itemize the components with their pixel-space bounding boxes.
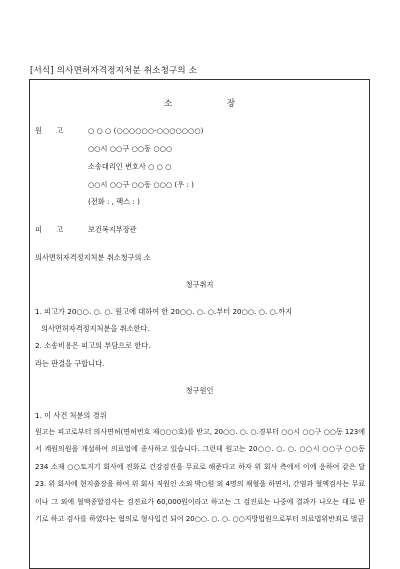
claim-purpose-item: 라는 판결을 구합니다. bbox=[35, 359, 105, 368]
complaint-sheet bbox=[29, 79, 370, 569]
form-caption: [서식] 의사면허자격정지처분 취소청구의 소 bbox=[30, 66, 198, 76]
claim-cause-body: 원고는 피고로부터 의사면허(면허번호 제○○○호)를 받고, 20○○. ○. ○.경부터 ○○시 ○○구 ○○동 123에서 계원의원을 개설하여 의료업에 종사하고 있습니다. 그런데 원고는 20○○. ○. ○. ○○시 ○○구 ○○동 234 소재 ○○토지기 회사에 전화로 건강검진을 무료로 해준다고 하자 위 회사 측에서 이에 응하여 같은 달 23. 위 회사에 현지출장을 하여 위 회사 직원인 소외 박○원 외 4명의 채혈을 하면서, 간염과 혈액검사는 무료이나 그 외에 혈액종합검사는 검진료가 60,000원이라고 하고는 그 검진료는 나중에 결과가 나오는 대로 받기로 하고 검사를 하였다는 혐의로 형사입건 되어 20○○. ○. ○. ○○지방법원으로부터 의료법위반죄로 벌금 bbox=[35, 428, 365, 524]
plaintiff-address: ○○시 ○○구 ○○동 ○○○ bbox=[88, 144, 173, 153]
claim-purpose-heading: 청구취지 bbox=[185, 280, 214, 289]
defendant-name: 보건복지부장관 bbox=[88, 225, 137, 234]
document-title: 소 장 bbox=[163, 99, 236, 109]
plaintiff-name: ○ ○ ○ (○○○○○○-○○○○○○○) bbox=[88, 126, 204, 135]
claim-purpose-item: 2. 소송비용은 피고의 부담으로 한다. bbox=[35, 341, 151, 350]
contact-line: (전화 : , 팩스 : ) bbox=[88, 197, 140, 206]
plaintiff-label: 원 고 bbox=[35, 126, 64, 135]
claim-cause-heading: 청구원인 bbox=[185, 386, 214, 395]
attorney-address: ○○시 ○○구 ○○동 ○○○ (우 : ) bbox=[88, 180, 194, 189]
attorney-name: 소송대리인 변호사 ○ ○ ○ bbox=[88, 162, 172, 171]
claim-purpose-item: 의사면허자격정지처분을 취소한다. bbox=[41, 324, 150, 333]
defendant-label: 피 고 bbox=[35, 225, 64, 234]
case-name: 의사면허자격정지처분 취소청구의 소 bbox=[35, 253, 151, 262]
claim-purpose-item: 1. 피고가 20○○. ○. ○. 원고에 대하여 한 20○○. ○. ○.부터 20○○. ○. ○.까지 bbox=[35, 307, 293, 316]
section-title: 1. 이 사건 처분의 경위 bbox=[35, 411, 107, 420]
